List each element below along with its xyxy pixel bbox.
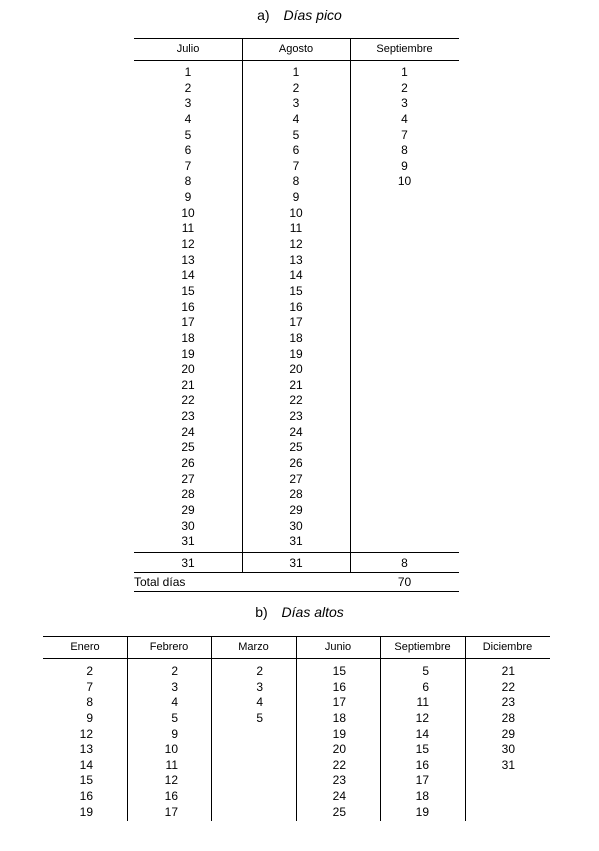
cell-agosto: 13 — [289, 252, 303, 267]
cell-agosto: 31 — [289, 534, 303, 549]
cell-julio: 14 — [181, 268, 195, 283]
cell-agosto: 30 — [289, 518, 303, 533]
cell-septiembre: 8 — [401, 143, 408, 158]
cell-diciembre: 31 — [501, 757, 515, 772]
section-b-title: Días altos — [281, 604, 344, 620]
header-septiembre-b: Septiembre — [394, 641, 451, 653]
cell-marzo: 2 — [256, 664, 263, 678]
cell-septiembre: 1 — [401, 65, 408, 79]
cell-julio: 4 — [184, 111, 192, 126]
cell-julio: 25 — [181, 440, 195, 455]
cell-agosto: 6 — [292, 143, 300, 158]
cell-septiembre: 10 — [397, 174, 412, 189]
cell-agosto: 25 — [289, 440, 303, 455]
cell-julio: 1 — [184, 65, 192, 79]
cell-agosto: 2 — [292, 80, 300, 95]
cell-junio: 20 — [332, 742, 346, 757]
cell-junio: 22 — [332, 757, 346, 772]
cell-agosto: 4 — [292, 111, 300, 126]
cell-julio: 10 — [181, 205, 195, 220]
cell-agosto: 16 — [289, 299, 303, 314]
cell-agosto: 15 — [289, 283, 303, 298]
cell-marzo: 5 — [256, 710, 263, 725]
cell-septiembre: 15 — [415, 742, 429, 757]
section-a-caption — [0, 7, 599, 23]
cell-julio: 12 — [181, 237, 195, 252]
cell-junio: 17 — [332, 695, 346, 710]
cell-febrero: 11 — [165, 757, 178, 772]
cell-agosto: 14 — [289, 268, 303, 283]
cell-julio: 16 — [181, 299, 195, 314]
total-julio: 31 — [181, 556, 195, 570]
cell-enero: 12 — [79, 726, 93, 741]
cell-enero: 8 — [86, 695, 93, 710]
column-junio — [330, 664, 346, 820]
cell-febrero: 4 — [171, 695, 178, 710]
cell-julio: 11 — [181, 221, 195, 236]
cell-julio: 5 — [184, 127, 192, 142]
total-dias-label: Total días — [134, 575, 186, 589]
cell-septiembre: 11 — [416, 695, 429, 710]
header-junio: Junio — [324, 641, 352, 653]
cell-junio: 15 — [332, 664, 346, 678]
header-julio: Julio — [176, 43, 200, 55]
cell-julio: 9 — [184, 190, 192, 205]
cell-septiembre: 2 — [401, 80, 408, 95]
cell-septiembre: 16 — [415, 757, 429, 772]
column-febrero — [162, 664, 178, 820]
column-septiembre-b — [413, 664, 429, 820]
cell-julio: 27 — [181, 471, 195, 486]
cell-agosto: 26 — [289, 456, 303, 471]
cell-junio: 24 — [332, 789, 346, 804]
cell-febrero: 10 — [164, 742, 178, 757]
cell-septiembre: 12 — [415, 710, 429, 725]
cell-enero: 7 — [86, 679, 93, 694]
cell-diciembre: 23 — [501, 695, 515, 710]
cell-julio: 28 — [181, 487, 195, 502]
cell-julio: 8 — [184, 174, 192, 189]
cell-septiembre: 4 — [401, 111, 408, 126]
column-enero — [77, 664, 93, 820]
cell-julio: 24 — [181, 424, 195, 439]
cell-septiembre: 9 — [401, 158, 408, 173]
table-a-header-rule — [134, 60, 459, 61]
cell-julio: 13 — [181, 252, 195, 267]
table-b-divider-1 — [127, 636, 128, 821]
cell-julio: 26 — [181, 456, 195, 471]
cell-julio: 3 — [184, 96, 192, 111]
cell-junio: 19 — [332, 726, 346, 741]
cell-marzo: 4 — [256, 695, 263, 710]
cell-febrero: 2 — [171, 664, 178, 678]
cell-junio: 18 — [332, 710, 346, 725]
section-a-letter: a) — [257, 7, 270, 23]
cell-enero: 15 — [79, 773, 93, 788]
table-a-bottom-rule — [134, 591, 459, 592]
cell-agosto: 18 — [289, 330, 303, 345]
header-diciembre: Diciembre — [482, 641, 533, 653]
cell-agosto: 21 — [289, 377, 303, 392]
cell-julio: 30 — [181, 518, 195, 533]
column-marzo — [247, 664, 263, 727]
cell-julio: 22 — [181, 393, 195, 408]
cell-agosto: 20 — [289, 362, 303, 377]
cell-agosto: 5 — [292, 127, 300, 142]
cell-enero: 19 — [79, 804, 93, 819]
cell-diciembre: 22 — [501, 679, 515, 694]
cell-febrero: 5 — [171, 710, 178, 725]
cell-julio: 18 — [181, 330, 195, 345]
section-a-title: Días pico — [283, 7, 342, 23]
cell-julio: 7 — [184, 158, 192, 173]
cell-julio: 29 — [181, 502, 195, 517]
table-b-divider-3 — [296, 636, 297, 821]
table-b-divider-5 — [465, 636, 466, 821]
column-agosto — [242, 65, 350, 550]
cell-julio: 6 — [184, 143, 192, 158]
header-febrero: Febrero — [149, 641, 189, 653]
cell-agosto: 12 — [289, 237, 303, 252]
cell-julio: 17 — [181, 315, 195, 330]
cell-septiembre: 5 — [422, 664, 429, 678]
cell-julio: 31 — [181, 534, 195, 549]
cell-julio: 23 — [181, 409, 195, 424]
cell-enero: 9 — [86, 710, 93, 725]
table-dias-pico — [134, 38, 459, 592]
table-a-top-rule — [134, 38, 459, 39]
cell-julio: 2 — [184, 80, 192, 95]
cell-septiembre: 14 — [415, 726, 429, 741]
section-b-caption — [0, 604, 599, 620]
cell-septiembre: 17 — [415, 773, 429, 788]
total-agosto: 31 — [289, 556, 303, 570]
section-b-letter: b) — [255, 604, 268, 620]
column-septiembre — [350, 65, 459, 190]
cell-agosto: 1 — [292, 65, 300, 79]
total-septiembre: 8 — [401, 556, 408, 570]
cell-febrero: 12 — [164, 773, 178, 788]
cell-julio: 20 — [181, 362, 195, 377]
column-diciembre — [499, 664, 515, 773]
table-a-total-rule — [134, 572, 459, 573]
header-enero: Enero — [70, 641, 100, 653]
table-b-divider-2 — [211, 636, 212, 821]
cell-septiembre: 7 — [401, 127, 408, 142]
cell-diciembre: 28 — [501, 710, 515, 725]
cell-febrero: 9 — [171, 726, 178, 741]
cell-febrero: 3 — [171, 679, 178, 694]
cell-julio: 21 — [181, 377, 195, 392]
cell-agosto: 19 — [289, 346, 303, 361]
cell-enero: 13 — [79, 742, 93, 757]
cell-junio: 16 — [332, 679, 346, 694]
cell-diciembre: 21 — [501, 664, 515, 678]
cell-septiembre: 3 — [401, 96, 408, 111]
cell-agosto: 23 — [289, 409, 303, 424]
header-agosto: Agosto — [278, 43, 314, 55]
cell-septiembre: 19 — [415, 804, 429, 819]
header-marzo: Marzo — [238, 641, 269, 653]
cell-marzo: 3 — [256, 679, 263, 694]
cell-febrero: 16 — [164, 789, 178, 804]
cell-enero: 16 — [79, 789, 93, 804]
cell-diciembre: 30 — [501, 742, 515, 757]
cell-agosto: 17 — [289, 315, 303, 330]
cell-agosto: 9 — [292, 190, 300, 205]
cell-diciembre: 29 — [501, 726, 515, 741]
total-dias-value: 70 — [397, 575, 412, 589]
table-dias-altos — [43, 636, 550, 822]
cell-agosto: 27 — [289, 471, 303, 486]
cell-agosto: 8 — [292, 174, 300, 189]
cell-agosto: 28 — [289, 487, 303, 502]
cell-julio: 19 — [181, 346, 195, 361]
table-a-totals-rule — [134, 552, 459, 553]
cell-junio: 23 — [332, 773, 346, 788]
cell-febrero: 17 — [164, 804, 178, 819]
table-b-divider-4 — [380, 636, 381, 821]
header-septiembre: Septiembre — [376, 43, 433, 55]
cell-junio: 25 — [332, 804, 346, 819]
column-julio — [134, 65, 242, 550]
cell-agosto: 24 — [289, 424, 303, 439]
cell-agosto: 11 — [289, 221, 303, 236]
cell-agosto: 10 — [289, 205, 303, 220]
cell-septiembre: 18 — [415, 789, 429, 804]
cell-agosto: 7 — [292, 158, 300, 173]
cell-agosto: 3 — [292, 96, 300, 111]
cell-agosto: 22 — [289, 393, 303, 408]
cell-enero: 14 — [79, 757, 93, 772]
cell-septiembre: 6 — [422, 679, 429, 694]
cell-julio: 15 — [181, 283, 195, 298]
cell-agosto: 29 — [289, 502, 303, 517]
cell-enero: 2 — [86, 664, 93, 678]
